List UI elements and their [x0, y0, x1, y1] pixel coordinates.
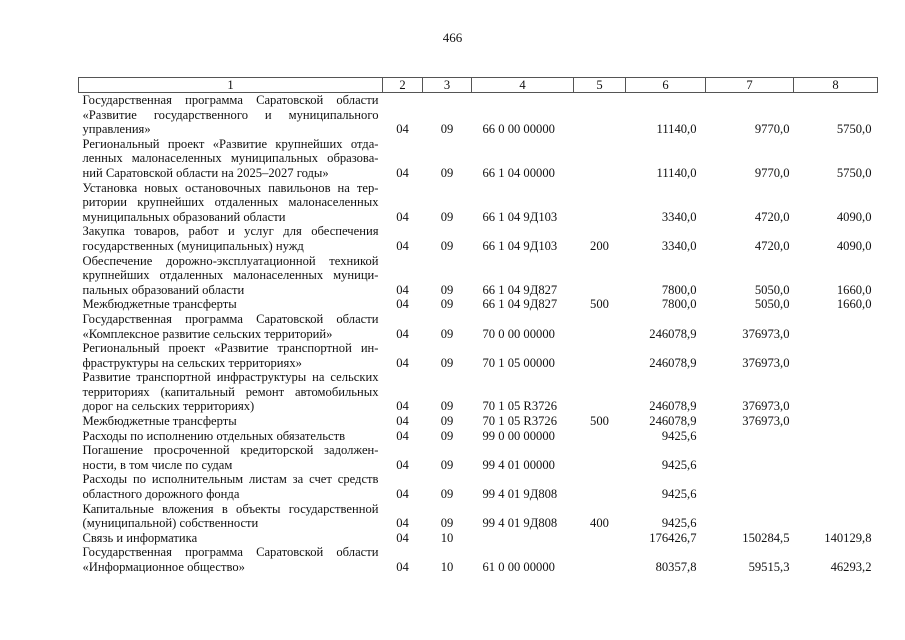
section-code: 04: [396, 560, 409, 574]
target-article-code: 66 1 04 9Д103: [482, 238, 558, 253]
item-name-line: «Информационное общество»: [82, 560, 245, 574]
target-article-code: 61 0 00 00000: [482, 560, 555, 574]
amount-col7: [706, 429, 794, 444]
subsection-code: 09: [440, 414, 454, 429]
table-row: [79, 181, 878, 225]
amount-col8: [794, 472, 878, 501]
section-code: 04: [396, 122, 409, 137]
amount-col6: 80357,8: [655, 560, 697, 574]
amount-col7: 59515,3: [748, 560, 790, 574]
subsection-code: 09: [440, 457, 454, 472]
amount-col6: 246078,9: [649, 326, 697, 341]
subsection-code: 09: [440, 209, 454, 224]
item-name: [79, 137, 383, 181]
item-name-line: Региональный проект «Развитие транспортной ин-: [82, 341, 379, 356]
item-name-line: Связь и информатика: [82, 530, 198, 545]
amount-col7: [706, 472, 794, 501]
amount-col8: [794, 429, 878, 444]
item-name-line: дорог на сельских территориях): [82, 399, 255, 414]
item-name: [79, 93, 383, 137]
item-name-line: Капитальные вложения в объекты государственной: [82, 501, 379, 516]
table-body: [79, 93, 878, 575]
amount-col7: [706, 502, 794, 531]
amount-col8: [794, 341, 878, 370]
amount-col7: [706, 443, 794, 472]
item-name: [79, 531, 383, 546]
expense-type-code: 200: [590, 238, 609, 253]
target-article-code: 66 0 00 00000: [482, 122, 555, 137]
amount-col6: 176426,7: [649, 530, 697, 545]
amount-col7: 4720,0: [754, 238, 790, 253]
expense-type-code: 400: [590, 516, 609, 531]
subsection-code: 09: [440, 487, 454, 502]
amount-col6: 11140,0: [656, 165, 697, 180]
item-name-line: (муниципальной) собственности: [82, 516, 259, 531]
item-name: [79, 370, 383, 414]
amount-col6: 3340,0: [661, 238, 697, 253]
amount-col7: 150284,5: [742, 530, 790, 545]
item-name-line: Государственная программа Саратовской области: [82, 545, 379, 560]
amount-col8: 5750,0: [836, 165, 872, 180]
item-name-line: муниципальных образований области: [82, 209, 286, 224]
section-code: 04: [396, 282, 409, 297]
table-row: [79, 443, 878, 472]
column-header: 2: [383, 78, 423, 93]
subsection-code: 09: [440, 516, 454, 531]
expense-type-code: 500: [590, 297, 609, 312]
item-name: [79, 429, 383, 444]
expense-type-code: [574, 137, 626, 181]
item-name-line: ний Саратовской области на 2025–2027 годы»: [82, 165, 329, 180]
subsection-code: 09: [440, 355, 454, 370]
section-code: 04: [396, 355, 409, 370]
target-article-code: 99 4 01 00000: [482, 457, 555, 472]
section-code: 04: [396, 414, 409, 429]
target-article-code: 70 1 05 00000: [482, 355, 555, 370]
amount-col6: 9425,6: [661, 428, 697, 443]
section-code: 04: [396, 165, 409, 180]
item-name-line: ности, в том числе по судам: [82, 457, 233, 472]
expense-type-code: [574, 443, 626, 472]
subsection-code: 09: [440, 165, 454, 180]
item-name-line: «Развитие государственного и муниципального: [82, 107, 379, 122]
item-name-line: Региональный проект «Развитие крупнейших отда-: [82, 136, 379, 151]
table-row: [79, 137, 878, 181]
table-row: [79, 502, 878, 531]
section-code: 04: [396, 326, 409, 341]
item-name-line: Закупка товаров, работ и услуг для обеспечения: [82, 224, 379, 239]
expense-type-code: [574, 370, 626, 414]
expense-type-code: [574, 312, 626, 341]
item-name: [79, 341, 383, 370]
target-article-code: 70 0 00 00000: [482, 326, 555, 341]
amount-col8: 4090,0: [836, 209, 872, 224]
section-code: 04: [396, 399, 409, 414]
target-article-code: 66 1 04 9Д103: [482, 209, 558, 224]
amount-col8: [794, 502, 878, 531]
amount-col6: 7800,0: [661, 297, 697, 312]
section-code: 04: [396, 209, 409, 224]
expense-type-code: [574, 254, 626, 298]
item-name-line: Межбюджетные трансферты: [82, 414, 237, 429]
amount-col8: 46293,2: [830, 560, 872, 574]
item-name-line: Государственная программа Саратовской области: [82, 311, 379, 326]
amount-col6: 9425,6: [661, 516, 697, 531]
target-article-code: 70 1 05 R3726: [482, 414, 558, 429]
item-name-line: пальных образований области: [82, 282, 245, 297]
item-name: [79, 502, 383, 531]
item-name-line: областного дорожного фонда: [82, 487, 240, 502]
column-header: 7: [706, 78, 794, 93]
table-row: [79, 414, 878, 429]
subsection-code: 09: [440, 297, 454, 312]
column-header: 4: [472, 78, 574, 93]
table-row: [79, 224, 878, 253]
item-name-line: управления»: [82, 122, 151, 137]
page-number: 466: [442, 30, 463, 45]
target-article-code: 66 1 04 9Д827: [482, 282, 558, 297]
subsection-code: 10: [440, 560, 454, 574]
item-name-line: территориях (капитальный ремонт автомобильных: [82, 384, 379, 399]
expense-type-code: [574, 472, 626, 501]
amount-col6: 246078,9: [649, 399, 697, 414]
column-header: 3: [423, 78, 472, 93]
amount-col8: [794, 414, 878, 429]
subsection-code: 09: [440, 122, 454, 137]
table-row: [79, 370, 878, 414]
target-article-code: 99 4 01 9Д808: [482, 487, 558, 502]
table-row: [79, 312, 878, 341]
amount-col8: 1660,0: [836, 282, 872, 297]
item-name-line: Установка новых остановочных павильонов на тер-: [82, 180, 379, 195]
amount-col7: 376973,0: [742, 399, 790, 414]
amount-col6: 3340,0: [661, 209, 697, 224]
amount-col7: 5050,0: [754, 297, 790, 312]
amount-col8: 140129,8: [824, 530, 872, 545]
item-name-line: Развитие транспортной инфраструктуры на сельских: [82, 370, 379, 385]
amount-col6: 7800,0: [661, 282, 697, 297]
header-row: [79, 78, 878, 93]
section-code: 04: [396, 516, 409, 531]
amount-col8: 4090,0: [836, 238, 872, 253]
section-code: 04: [396, 428, 409, 443]
column-header: 8: [794, 78, 878, 93]
subsection-code: 09: [440, 399, 454, 414]
item-name-line: ленных малонаселенных муниципальных образова-: [82, 151, 379, 166]
amount-col8: [794, 370, 878, 414]
table-row: [79, 341, 878, 370]
amount-col6: 11140,0: [656, 122, 697, 137]
expense-type-code: [574, 341, 626, 370]
section-code: 04: [396, 487, 409, 502]
amount-col7: 4720,0: [754, 209, 790, 224]
column-header: 6: [626, 78, 706, 93]
amount-col6: 246078,9: [649, 355, 697, 370]
amount-col8: [794, 443, 878, 472]
section-code: 04: [396, 297, 409, 312]
expense-type-code: [574, 545, 626, 574]
subsection-code: 10: [440, 530, 454, 545]
target-article-code: 99 4 01 9Д808: [482, 516, 558, 531]
item-name-line: «Комплексное развитие сельских территорий»: [82, 326, 333, 341]
target-article-code: 99 0 00 00000: [482, 428, 555, 443]
section-code: 04: [396, 457, 409, 472]
item-name-line: фраструктуры на сельских территориях»: [82, 355, 302, 370]
expense-type-code: [574, 429, 626, 444]
amount-col7: 9770,0: [754, 122, 790, 137]
item-name-line: Государственная программа Саратовской области: [82, 93, 379, 107]
table-row: [79, 429, 878, 444]
amount-col6: 9425,6: [661, 457, 697, 472]
section-code: 04: [396, 530, 409, 545]
section-code: 04: [396, 238, 409, 253]
expense-type-code: [574, 93, 626, 137]
column-header: 1: [79, 78, 383, 93]
expense-type-code: [574, 531, 626, 546]
target-article-code: 70 1 05 R3726: [482, 399, 558, 414]
target-article-code: 66 1 04 9Д827: [482, 297, 558, 312]
amount-col7: 9770,0: [754, 165, 790, 180]
item-name-line: Расходы по исполнительным листам за счет средств: [82, 472, 379, 487]
amount-col8: 1660,0: [836, 297, 872, 312]
amount-col6: 246078,9: [649, 414, 697, 429]
item-name: [79, 297, 383, 312]
subsection-code: 09: [440, 428, 454, 443]
item-name-line: Межбюджетные трансферты: [82, 297, 237, 312]
table-row: [79, 472, 878, 501]
table-row: [79, 545, 878, 574]
table-row: [79, 254, 878, 298]
table-row: [79, 531, 878, 546]
budget-table: [78, 77, 878, 575]
amount-col6: 9425,6: [661, 487, 697, 502]
item-name-line: Погашение просроченной кредиторской задолжен-: [82, 443, 379, 458]
item-name: [79, 312, 383, 341]
table-row: [79, 297, 878, 312]
item-name: [79, 181, 383, 225]
item-name: [79, 224, 383, 253]
amount-col7: 376973,0: [742, 326, 790, 341]
item-name-line: государственных (муниципальных) нужд: [82, 238, 304, 253]
item-name-line: Расходы по исполнению отдельных обязательств: [82, 428, 346, 443]
subsection-code: 09: [440, 282, 454, 297]
target-article-code: 66 1 04 00000: [482, 165, 555, 180]
amount-col7: 376973,0: [742, 414, 790, 429]
amount-col8: 5750,0: [836, 122, 872, 137]
item-name: [79, 545, 383, 574]
item-name-line: крупнейших отдаленных малонаселенных муници-: [82, 268, 379, 283]
amount-col7: 376973,0: [742, 355, 790, 370]
item-name-line: Обеспечение дорожно-эксплуатационной техникой: [82, 253, 379, 268]
item-name: [79, 254, 383, 298]
item-name: [79, 414, 383, 429]
expense-type-code: [574, 181, 626, 225]
item-name: [79, 472, 383, 501]
amount-col8: [794, 312, 878, 341]
subsection-code: 09: [440, 326, 454, 341]
amount-col7: 5050,0: [754, 282, 790, 297]
table-row: [79, 93, 878, 137]
column-header: 5: [574, 78, 626, 93]
subsection-code: 09: [440, 238, 454, 253]
item-name-line: ритории крупнейших отдаленных малонаселенных: [82, 195, 379, 210]
expense-type-code: 500: [590, 414, 609, 429]
item-name: [79, 443, 383, 472]
target-article-code: [472, 531, 574, 546]
